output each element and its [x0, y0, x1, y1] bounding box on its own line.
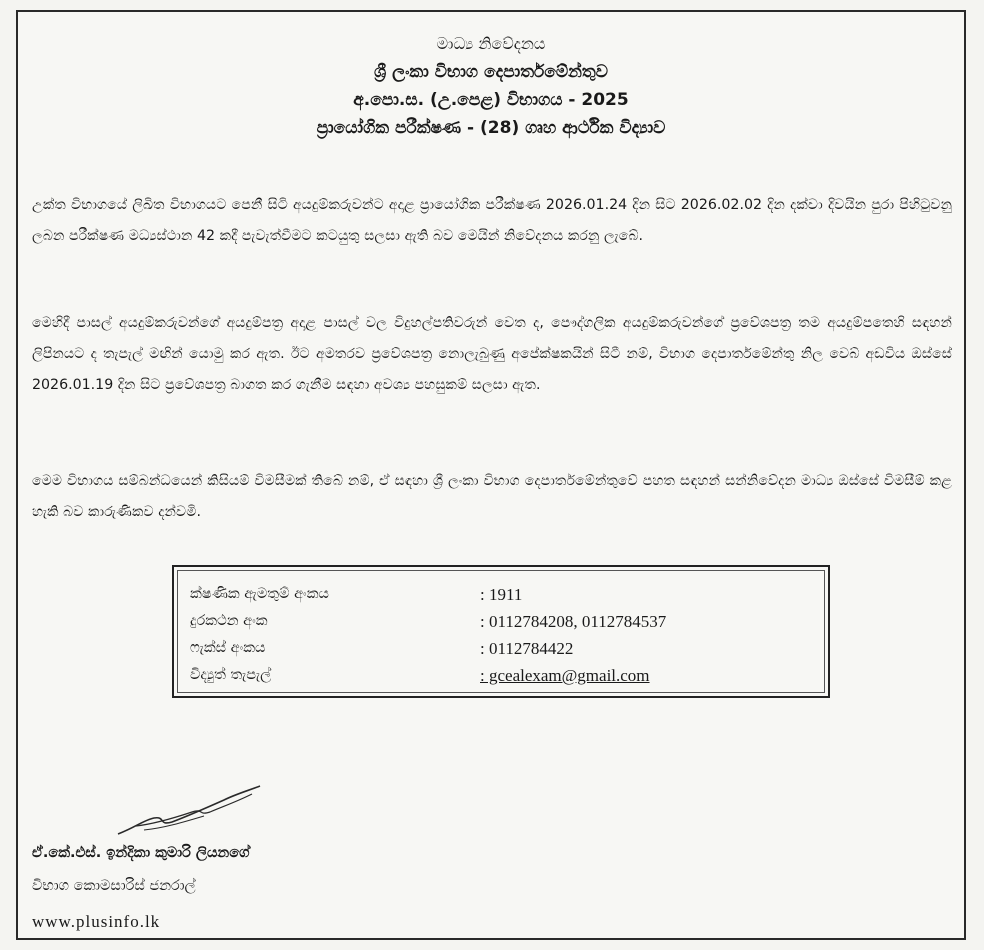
fax-label: ෆැක්ස් අංකය: [190, 640, 266, 656]
contact-box-inner: [177, 570, 825, 693]
paragraph-inquiries: මෙම විභාගය සම්බන්ධයෙන් කිසියම් විමසීමක් තිබේ නම්, ඒ සඳහා ශ්‍රී ලංකා විභාග දෙපාර්තමේන්තුවේ පහත සඳහන් සන්නිවේදන මාධ්‍ය ඔස්සේ විමසීම් කළ හැකි බව කාරුණිකව දන්වමි.: [32, 473, 952, 520]
paragraph-schedule: උක්ත විභාගයේ ලිඛිත විභාගයට පෙනී සිටි අයදුම්කරුවන්ට අදාළ ප්‍රායෝගික පරීක්ෂණ 2026.01.24 දින සිට 2026.02.02 දින දක්වා දිවයින පුරා පිහිටුවනු ලබන පරීක්ෂණ මධ්‍යස්ථාන 42 කදී පැවැත්වීමට කටයුතු සලසා ඇති බව මෙයින් නිවේදනය කරනු ලැබේ.: [32, 197, 952, 244]
contact-row-hotline: [190, 581, 824, 608]
paragraph-admission: මෙහිදී පාසල් අයදුම්කරුවන්ගේ අයදුම්පත්‍ර අදාළ පාසල් වල විදුහල්පතිවරුන් වෙත ද, පෞද්ගලික අයදුම්කරුවන්ගේ ප්‍රවේශපත්‍ර තම අයදුම්පතෙහි සඳහන් ලිපිනයට ද තැපැල් මඟින් යොමු කර ඇත. ඊට අමතරව ප්‍රවේශපත්‍ර නොලැබුණු අපේක්ෂකයින් සිටී නම්, විභාග දෙපාර්තමේන්තු නිල වෙබ් අඩවිය ඔස්සේ 2026.01.19 දින සිට ප්‍රවේශපත්‍ර බාගත කර ගැනීම සඳහා අවශ්‍ය පහසුකම් සලසා ඇත.: [32, 315, 952, 393]
exam-name: අ.පො.ස. (උ.පෙළ) විභාගය - 2025: [353, 90, 629, 110]
department-name: ශ්‍රී ලංකා විභාග දෙපාර්තමේන්තුව: [374, 62, 608, 82]
contact-box: [172, 565, 830, 698]
notice-header: [18, 30, 964, 142]
telephone-label: දුරකථන අංක: [190, 613, 268, 629]
signatory-name: ඒ.කේ.එස්. ඉන්දිකා කුමාරි ලියනගේ: [32, 845, 250, 861]
contact-row-telephone: [190, 608, 824, 635]
media-release-label: මාධ්‍ය නිවේදනය: [436, 34, 546, 53]
email-label: විද්‍යුත් තැපැල්: [190, 667, 272, 683]
hotline-value: : 1911: [480, 585, 523, 604]
hotline-label: ක්ෂණික ඇමතුම් අංකය: [190, 586, 329, 602]
email-link[interactable]: : gcealexam@gmail.com: [480, 666, 650, 685]
telephone-value: : 0112784208, 0112784537: [480, 612, 667, 631]
email-value[interactable]: [480, 662, 650, 689]
contact-row-fax: [190, 635, 824, 662]
signatory-title: විභාග කොමසාරිස් ජනරාල්: [32, 878, 196, 894]
contact-row-email: [190, 662, 824, 689]
practical-test-title: ප්‍රායෝගික පරීක්ෂණ - (28) ගෘහ ආර්ථික විද්‍යාව: [316, 118, 666, 138]
notice-frame: [16, 10, 966, 940]
signature-image: [114, 782, 264, 842]
fax-value: : 0112784422: [480, 639, 574, 658]
website-watermark: www.plusinfo.lk: [32, 912, 161, 931]
